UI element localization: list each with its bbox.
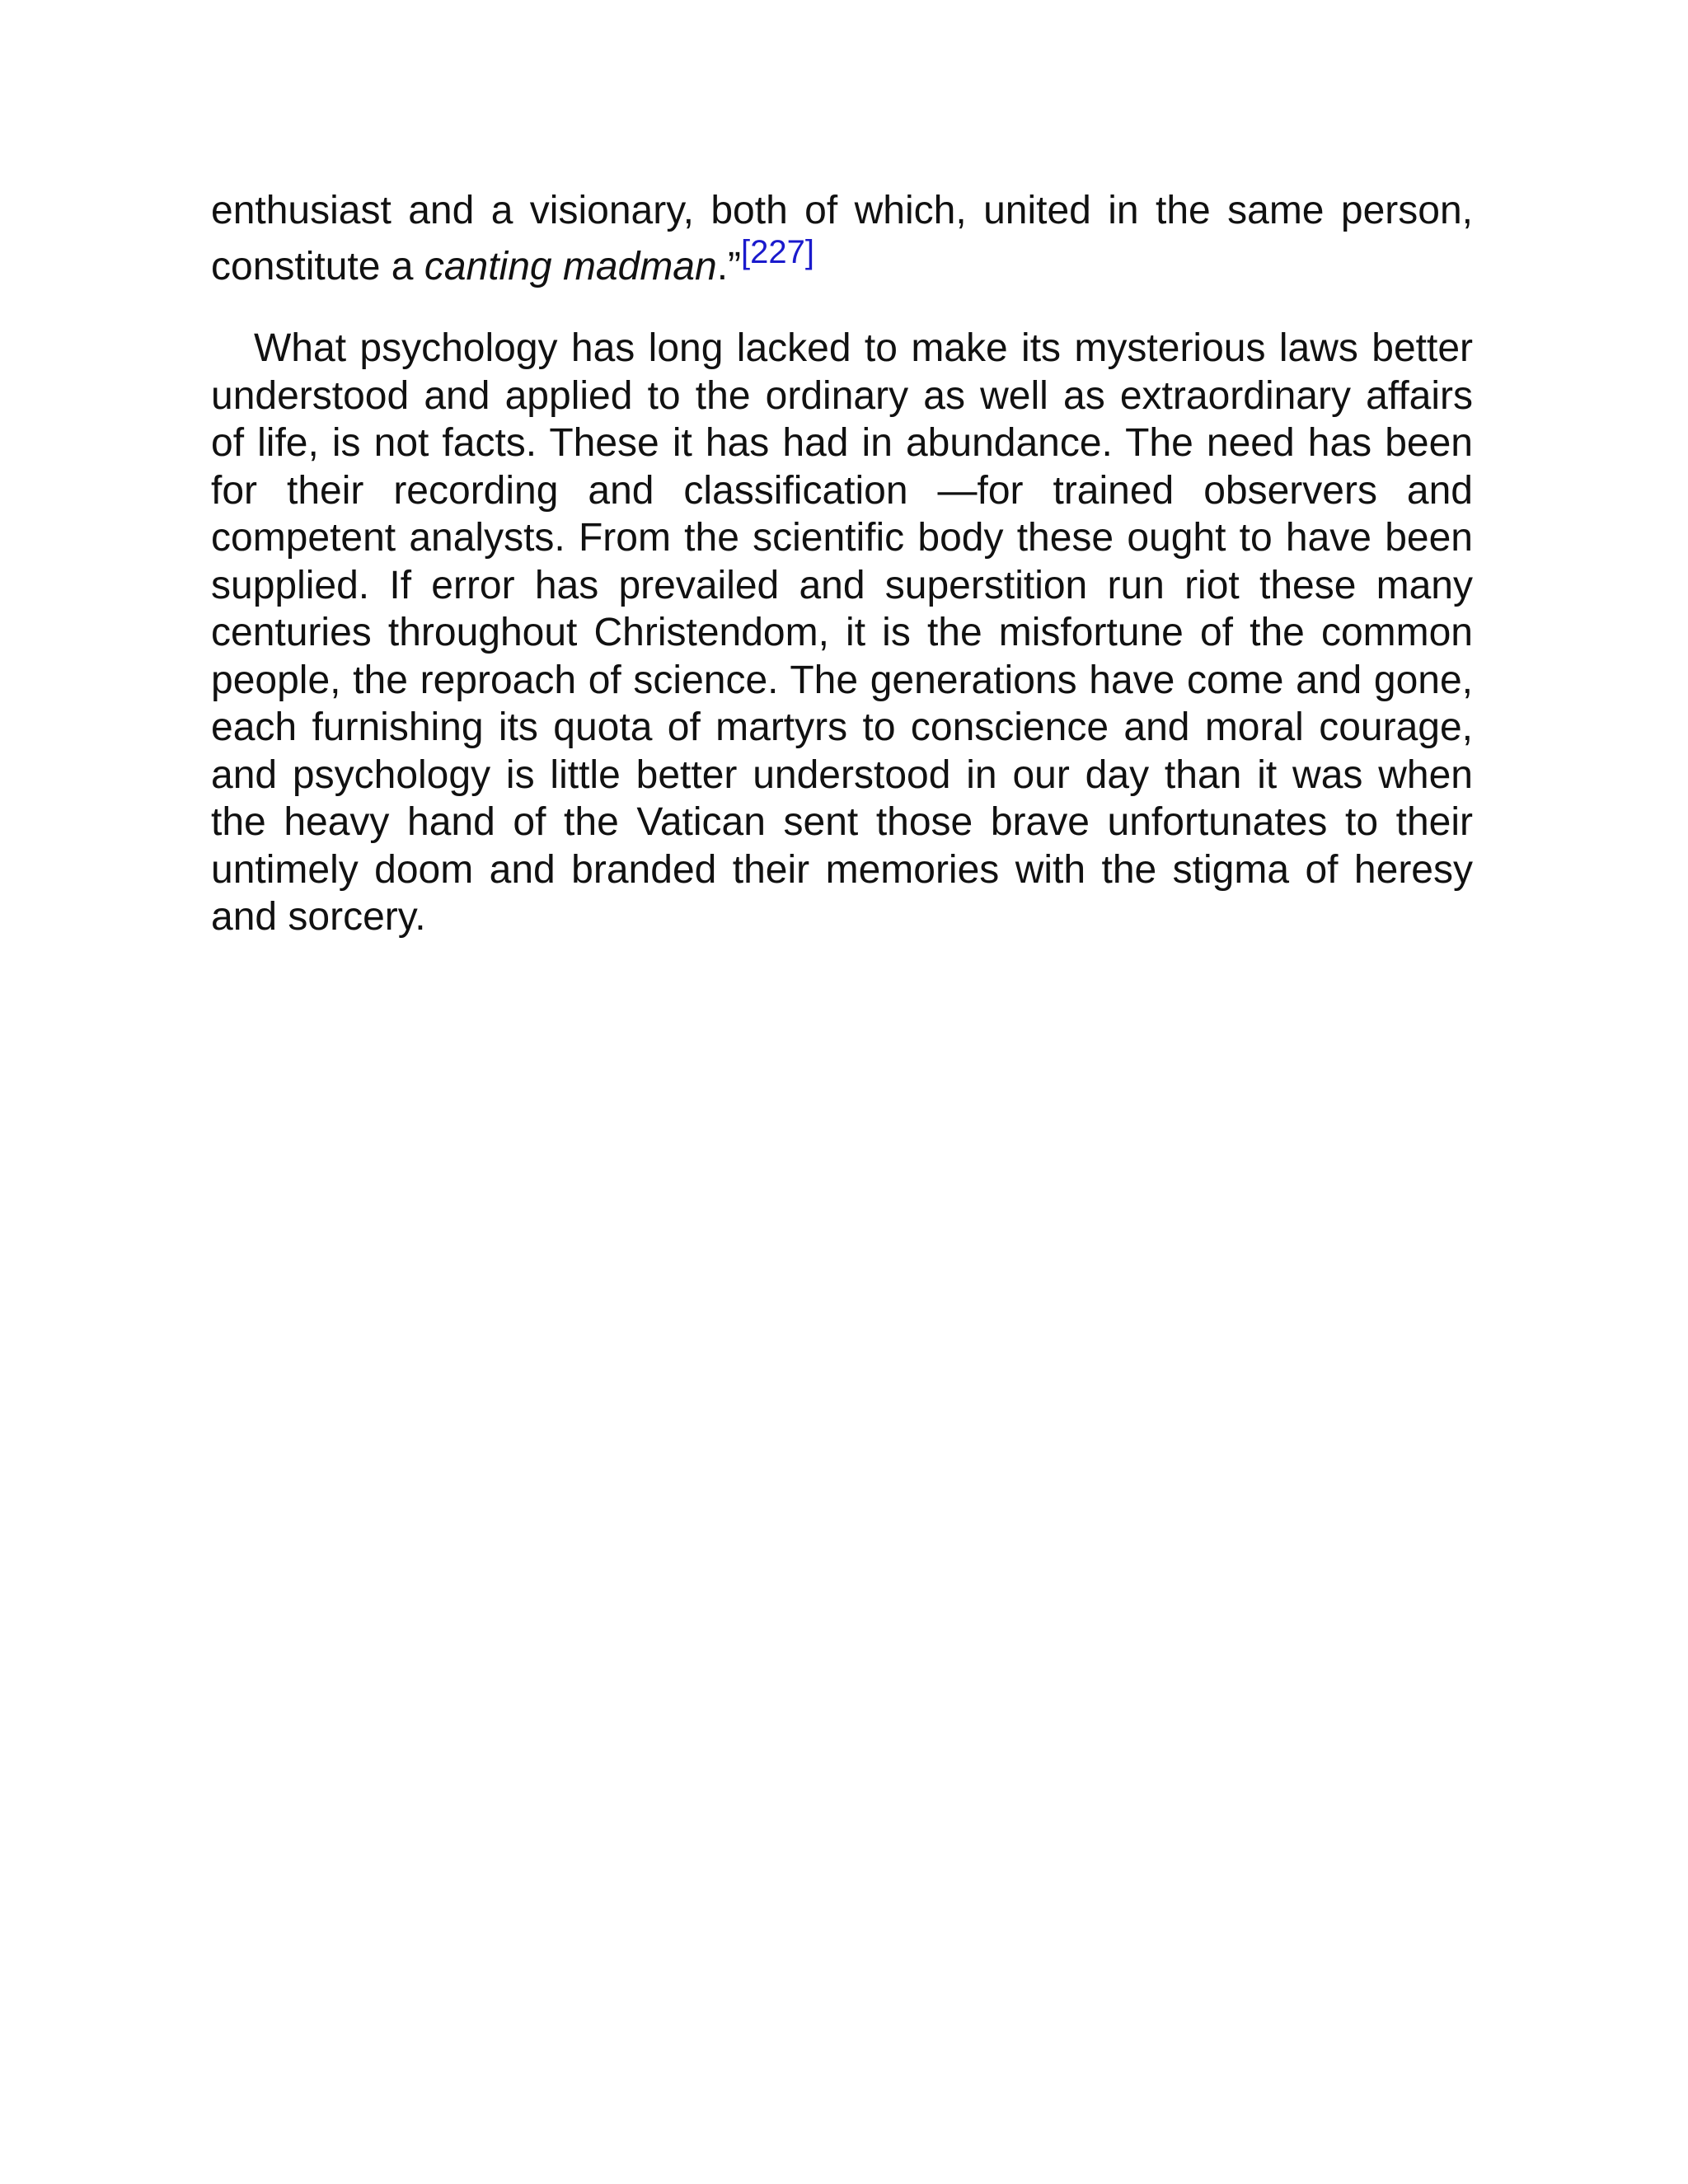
document-page (211, 183, 1473, 941)
closing-quote: .” (716, 245, 742, 288)
paragraph-quote-end (211, 183, 1473, 295)
italic-phrase: canting madman (424, 245, 717, 288)
body-paragraph: What psychology has long lacked to make its mysterious laws better understood and applied to the ordinary as well as extraordinary affairs of life, is not facts. These it has had in abundance. The need has been for their recording and classification —for trained observers and competent analysts. From the scientific body these ought to have been supplied. If error has prevailed and superstition run riot these many centuries throughout Christendom, it is the misfortune of the common people, the reproach of science. The generations have come and gone, each furnishing its quota of martyrs to conscience and moral courage, and psychology is little better understood in our day than it was when the heavy hand of the Vatican sent those brave unfortunates to their untimely doom and branded their memories with the stigma of heresy and sorcery. (211, 326, 1473, 939)
footnote-link[interactable]: [227] (741, 234, 814, 270)
paragraph-text: enthusiast and a visionary, both of which, united in the same person, constitute a (211, 189, 1473, 288)
